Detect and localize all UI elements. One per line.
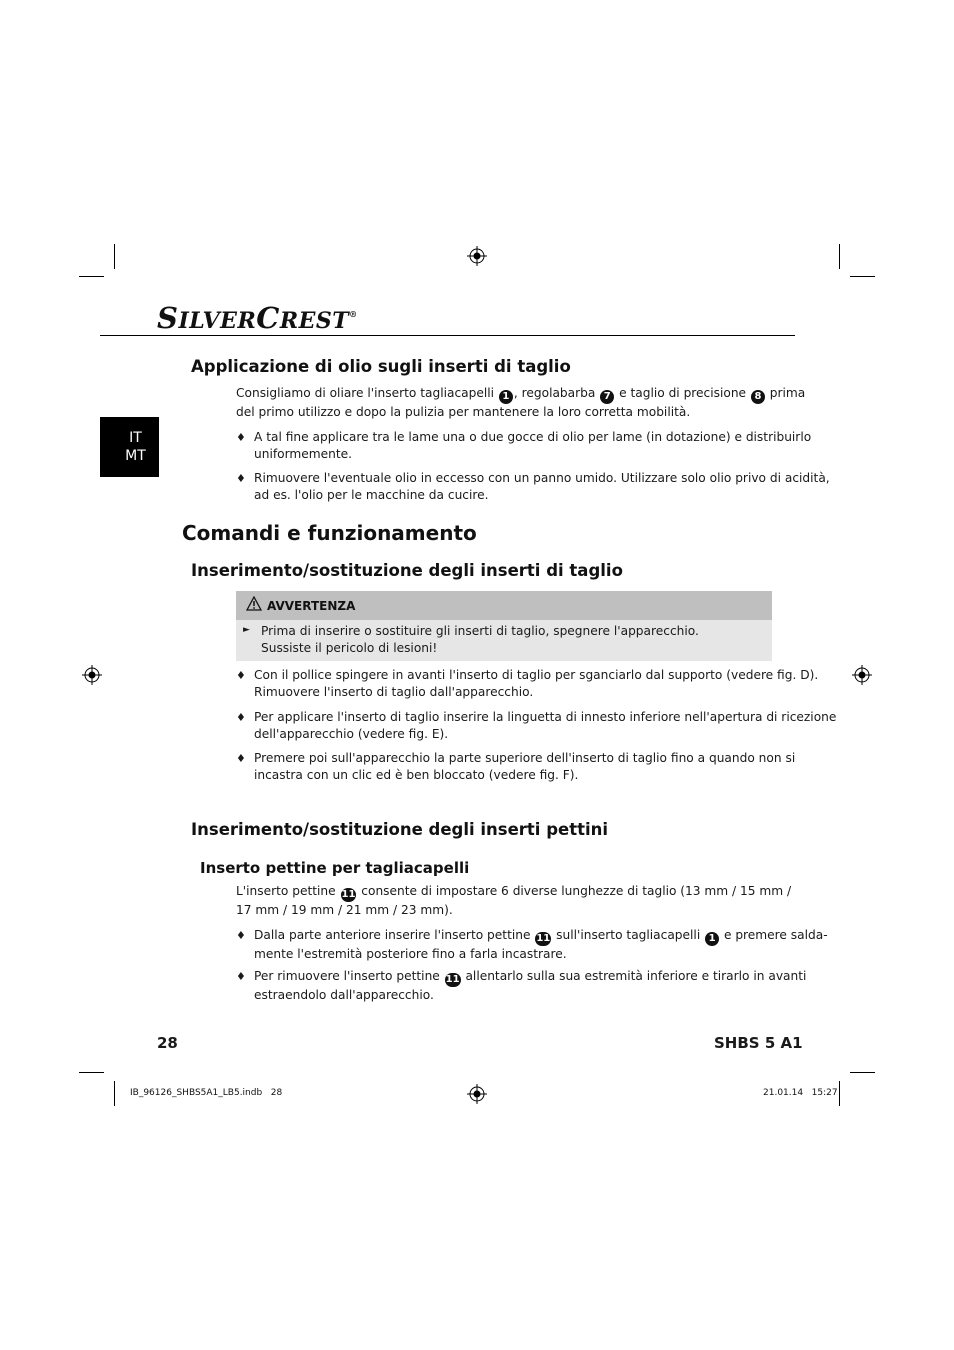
- bullet-diamond-icon: ♦: [236, 970, 246, 983]
- warning-body: ► Prima di inserire o sostituire gli inserti di taglio, spegnere l'apparecchio. Sussiste il pericolo di lesioni!: [236, 620, 772, 661]
- crop-mark: [79, 1072, 104, 1073]
- part-number-badge: 11: [341, 889, 356, 900]
- print-slug-date: 21.01.14 15:27: [763, 1088, 838, 1098]
- crop-mark: [850, 1072, 875, 1073]
- crop-mark: [114, 244, 115, 269]
- registration-mark-icon: [82, 665, 102, 685]
- registration-mark-icon: [467, 246, 487, 266]
- crop-mark: [839, 1081, 840, 1106]
- paragraph: L'inserto pettine 11 consente di impostare 6 diverse lunghezze di taglio (13 mm / 15 mm / 17 mm / 19 mm / 21 mm / 23 mm).: [236, 884, 792, 917]
- lang-code: IT: [129, 430, 142, 446]
- crop-mark: [114, 1081, 115, 1106]
- chapter-title: Comandi e funzionamento: [182, 521, 477, 545]
- bullet-diamond-icon: ♦: [236, 752, 246, 765]
- bullet-diamond-icon: ♦: [236, 669, 246, 682]
- part-number-badge: 1: [705, 932, 719, 946]
- crop-mark: [850, 276, 875, 277]
- part-number-badge: 8: [751, 390, 765, 404]
- language-tab: [100, 417, 159, 477]
- registration-mark-icon: [467, 1084, 487, 1104]
- arrow-right-icon: ►: [243, 625, 250, 635]
- registration-mark-icon: [852, 665, 872, 685]
- part-number-badge: 11: [536, 933, 551, 944]
- paragraph: Consigliamo di oliare l'inserto tagliacapelli 1 , regolabarba 7 e taglio di precisione 8 prima del primo utilizzo e dopo la pulizia per mantenere la loro corretta mobilità.: [236, 386, 806, 419]
- lang-code: MT: [125, 448, 146, 464]
- warning-header: [236, 591, 772, 620]
- crop-mark: [839, 244, 840, 269]
- section-title: Inserimento/sostituzione degli inserti pettini: [191, 820, 609, 839]
- model-number: SHBS 5 A1: [714, 1034, 803, 1052]
- section-title: Applicazione di olio sugli inserti di taglio: [191, 357, 571, 376]
- header-divider: [100, 335, 795, 336]
- part-number-badge: 11: [445, 974, 460, 985]
- bullet-diamond-icon: ♦: [236, 431, 246, 444]
- warning-label: AVVERTENZA: [267, 599, 356, 613]
- brand-logo: SILVERCREST®: [157, 301, 358, 335]
- warning-triangle-icon: [246, 596, 262, 611]
- part-number-badge: 1: [499, 390, 513, 404]
- bullet-diamond-icon: ♦: [236, 472, 246, 485]
- print-slug-file: IB_96126_SHBS5A1_LB5.indb 28: [130, 1088, 283, 1098]
- bullet-diamond-icon: ♦: [236, 711, 246, 724]
- bullet-diamond-icon: ♦: [236, 929, 246, 942]
- page-number: 28: [157, 1034, 178, 1052]
- part-number-badge: 7: [600, 390, 614, 404]
- section-title: Inserimento/sostituzione degli inserti di taglio: [191, 561, 623, 580]
- crop-mark: [79, 276, 104, 277]
- subsection-title: Inserto pettine per tagliacapelli: [200, 859, 470, 877]
